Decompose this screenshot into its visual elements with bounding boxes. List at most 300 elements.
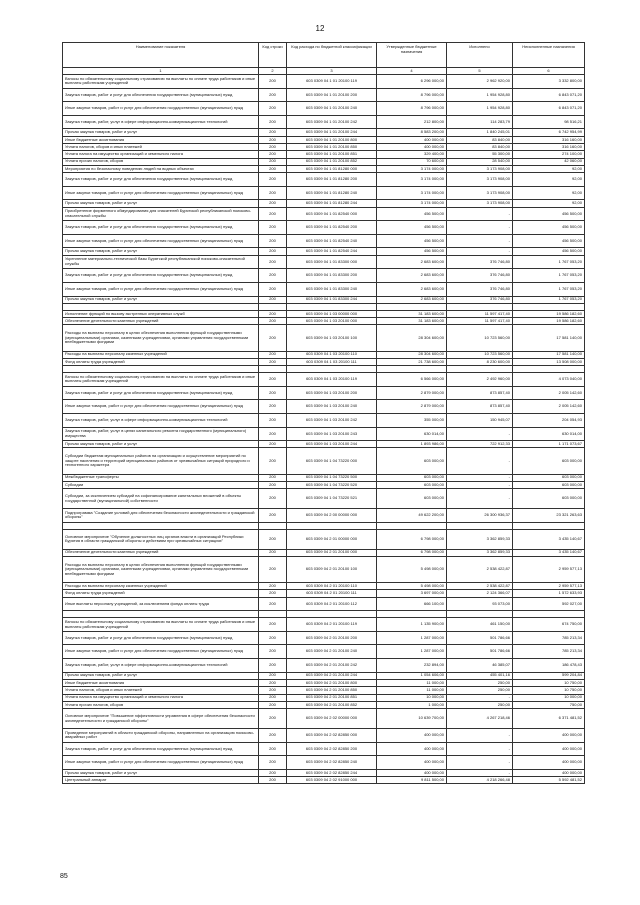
row-classification-cell: 603 0309 04 1 01 20100 850 (287, 143, 377, 150)
row-unexecuted-cell: 4 073 040,00 (513, 373, 585, 387)
row-unexecuted-cell: 6 843 071,20 (513, 102, 585, 116)
row-code-cell: 200 (259, 427, 287, 441)
spacer-cell (63, 303, 259, 310)
row-approved-cell: 1 135 900,00 (377, 618, 447, 632)
row-approved-cell: 666 100,00 (377, 597, 447, 611)
row-name-cell: Мероприятия по безопасному поведению людей на водных объектах (63, 165, 259, 172)
col-number: 3 (287, 68, 377, 75)
row-classification-cell: 603 0309 04 2 01 20100 000 (287, 549, 377, 556)
spacer-cell (447, 611, 513, 618)
row-executed-cell: 461 150,00 (447, 618, 513, 632)
table-row (63, 173, 585, 187)
table-row (63, 509, 585, 523)
row-executed-cell: 150 945,07 (447, 413, 513, 427)
row-approved-cell: 10 000,00 (377, 694, 447, 701)
row-classification-cell: 603 0309 04 1 01 20100 851 (287, 151, 377, 158)
row-executed-cell: 250,00 (447, 701, 513, 708)
spacer-cell (63, 522, 259, 529)
row-classification-cell: 603 0309 04 2 01 20100 100 (287, 556, 377, 582)
row-name-cell: Уплата налогов, сборов и иных платежей (63, 143, 259, 150)
row-unexecuted-cell: 456 500,00 (513, 234, 585, 248)
spacer-row (63, 303, 585, 310)
row-code-cell: 200 (259, 248, 287, 255)
row-unexecuted-cell: 19 586 182,60 (513, 310, 585, 317)
row-name-cell: Уплата налога на имущество организаций и земельного налога (63, 151, 259, 158)
row-code-cell: 200 (259, 590, 287, 597)
row-code-cell: 200 (259, 136, 287, 143)
row-executed-cell: 1 840 245,01 (447, 129, 513, 136)
row-classification-cell: 603 0309 04 1 04 73220 520 (287, 481, 377, 488)
table-row (63, 318, 585, 325)
row-code-cell: 200 (259, 318, 287, 325)
row-unexecuted-cell: 6 742 954,99 (513, 129, 585, 136)
row-unexecuted-cell: 204 054,93 (513, 413, 585, 427)
row-unexecuted-cell: 603 000,00 (513, 481, 585, 488)
spacer-cell (513, 522, 585, 529)
row-code-cell: 200 (259, 489, 287, 509)
row-name-cell: Расходы на выплаты персоналу казенных учреждений (63, 351, 259, 358)
row-unexecuted-cell: 456 500,00 (513, 207, 585, 221)
row-classification-cell: 603 0309 04 1 03 20100 200 (287, 386, 377, 400)
row-code-cell: 200 (259, 448, 287, 474)
row-unexecuted-cell: 456 500,00 (513, 248, 585, 255)
row-classification-cell: 603 0309 04 2 01 20100 244 (287, 672, 377, 679)
row-name-cell: Субсидии бюджетам муниципальных районов на организацию и осуществление мероприятий по защите населения и территорий муниципальных районов от чрезвычайных ситуаций природного и техногенного характера (63, 448, 259, 474)
column-number-row (63, 68, 585, 75)
row-executed-cell: 83 840,00 (447, 136, 513, 143)
row-approved-cell: 21 738 600,00 (377, 358, 447, 365)
row-unexecuted-cell: 17 581 140,00 (513, 325, 585, 351)
spacer-cell (513, 303, 585, 310)
table-row (63, 386, 585, 400)
row-classification-cell: 603 0309 04 1 01 83300 000 (287, 255, 377, 269)
row-executed-cell: 11 597 417,40 (447, 318, 513, 325)
row-unexecuted-cell: 42 060,00 (513, 158, 585, 165)
table-row (63, 143, 585, 150)
row-executed-cell: 2 538 422,87 (447, 556, 513, 582)
row-classification-cell: 603 0309 04 1 04 73220 521 (287, 489, 377, 509)
row-name-cell: Закупка товаров, работ и услуг для обеспечения государственных (муниципальных) нужд (63, 173, 259, 187)
row-approved-cell: 3 174 000,00 (377, 186, 447, 200)
spacer-cell (63, 366, 259, 373)
row-code-cell: 200 (259, 556, 287, 582)
row-classification-cell: 603 0309 04 1 01 81280 244 (287, 200, 377, 207)
row-code-cell: 200 (259, 296, 287, 303)
row-code-cell: 200 (259, 474, 287, 481)
row-classification-cell: 603 0309 04 2 01 20100 240 (287, 645, 377, 659)
row-unexecuted-cell: 1 767 053,20 (513, 296, 585, 303)
row-unexecuted-cell: 316 160,00 (513, 143, 585, 150)
row-code-cell: 200 (259, 143, 287, 150)
row-approved-cell: 3 174 000,00 (377, 165, 447, 172)
spacer-cell (513, 611, 585, 618)
row-name-cell: Прочая закупка товаров, работ и услуг (63, 200, 259, 207)
footer-number: 85 (60, 873, 68, 880)
row-name-cell: Уплата налогов, сборов и иных платежей (63, 687, 259, 694)
row-unexecuted-cell: 3 435 140,67 (513, 549, 585, 556)
row-approved-cell: 2 683 600,00 (377, 255, 447, 269)
row-executed-cell: - (447, 756, 513, 770)
row-name-cell: Иные закупки товаров, работ и услуг для обеспечения государственных (муниципальных) нужд (63, 102, 259, 116)
row-unexecuted-cell: 1 572 633,93 (513, 590, 585, 597)
row-executed-cell: 2 538 422,87 (447, 583, 513, 590)
table-body (63, 75, 585, 784)
row-executed-cell: 46 385,07 (447, 659, 513, 673)
table-row (63, 207, 585, 221)
row-code-cell: 200 (259, 529, 287, 549)
table-row (63, 441, 585, 448)
row-executed-cell: 55 300,00 (447, 151, 513, 158)
row-name-cell: Укрепление материально-технической базы Бурятской республиканской поисково-спасательной службы (63, 255, 259, 269)
row-unexecuted-cell: 599 204,84 (513, 672, 585, 679)
row-classification-cell: 603 0309 04 1 01 81280 240 (287, 186, 377, 200)
row-executed-cell: 26 300 936,37 (447, 509, 513, 523)
table-row (63, 618, 585, 632)
row-classification-cell: 603 0309 04 2 01 00000 000 (287, 529, 377, 549)
row-name-cell: Субсидии, за исключением субсидий на софинансирование капитальных вложений в объекты государственной (муниципальной) собственности (63, 489, 259, 509)
row-approved-cell: 603 000,00 (377, 474, 447, 481)
row-approved-cell: 603 000,00 (377, 481, 447, 488)
row-executed-cell: - (447, 234, 513, 248)
row-approved-cell: 400 000,00 (377, 756, 447, 770)
row-approved-cell: 400 000,00 (377, 729, 447, 743)
row-name-cell: Исполнение функций по вызову экстренных оперативных служб (63, 310, 259, 317)
row-code-cell: 200 (259, 351, 287, 358)
row-code-cell: 200 (259, 151, 287, 158)
row-approved-cell: 6 296 000,00 (377, 75, 447, 89)
table-row (63, 549, 585, 556)
col-header-executed: Исполнено (447, 43, 513, 68)
col-number: 5 (447, 68, 513, 75)
row-name-cell: Межбюджетные трансферты (63, 474, 259, 481)
row-executed-cell: - (447, 769, 513, 776)
table-row (63, 413, 585, 427)
row-approved-cell: 3 697 000,00 (377, 590, 447, 597)
row-unexecuted-cell: 6 371 481,52 (513, 709, 585, 729)
row-executed-cell: 28 540,00 (447, 158, 513, 165)
row-unexecuted-cell: 13 508 000,00 (513, 358, 585, 365)
row-unexecuted-cell: 92,00 (513, 173, 585, 187)
row-unexecuted-cell: 10 750,00 (513, 679, 585, 686)
row-name-cell: Прочая закупка товаров, работ и услуг (63, 769, 259, 776)
row-classification-cell: 603 0309 04 1 03 20100 243 (287, 427, 377, 441)
row-name-cell: Взносы по обязательному социальному страхованию на выплаты по оплате труда работников и иные выплаты работникам учреждений (63, 373, 259, 387)
row-classification-cell: 603 0309 04 2 01 20100 112 (287, 597, 377, 611)
row-executed-cell: 93 073,00 (447, 597, 513, 611)
spacer-cell (447, 303, 513, 310)
row-unexecuted-cell: 1 767 053,20 (513, 255, 585, 269)
row-classification-cell: 603 0309 04 1 01 20100 242 (287, 115, 377, 129)
row-unexecuted-cell: 1 171 073,67 (513, 441, 585, 448)
row-executed-cell: 11 597 417,40 (447, 310, 513, 317)
row-approved-cell: 603 000,00 (377, 448, 447, 474)
table-row (63, 102, 585, 116)
row-code-cell: 200 (259, 583, 287, 590)
row-approved-cell: 2 879 000,00 (377, 400, 447, 414)
row-code-cell: 200 (259, 386, 287, 400)
row-approved-cell: 70 600,00 (377, 158, 447, 165)
row-approved-cell: 3 174 000,00 (377, 173, 447, 187)
row-approved-cell: 456 500,00 (377, 248, 447, 255)
row-unexecuted-cell: 603 000,00 (513, 489, 585, 509)
row-classification-cell: 603 0309 04 1 01 20100 119 (287, 75, 377, 89)
row-approved-cell: 2 683 600,00 (377, 296, 447, 303)
row-unexecuted-cell: 17 581 140,00 (513, 351, 585, 358)
row-name-cell: Закупка товаров, работ и услуг для обеспечения государственных (муниципальных) нужд (63, 221, 259, 235)
row-classification-cell: 603 0309 04 2 01 20100 242 (287, 659, 377, 673)
table-row (63, 529, 585, 549)
row-name-cell: Подпрограмма "Создание условий для обеспечения безопасности жизнедеятельности и гражданской обороны" (63, 509, 259, 523)
row-unexecuted-cell: 400 000,00 (513, 769, 585, 776)
row-approved-cell: 8 796 000,00 (377, 102, 447, 116)
row-approved-cell: 1 054 606,00 (377, 672, 447, 679)
row-unexecuted-cell: 92,00 (513, 186, 585, 200)
row-approved-cell: 11 000,00 (377, 679, 447, 686)
row-executed-cell: 2 124 366,07 (447, 590, 513, 597)
row-unexecuted-cell: 316 160,00 (513, 136, 585, 143)
row-name-cell: Уплата прочих налогов, сборов (63, 701, 259, 708)
row-code-cell: 200 (259, 186, 287, 200)
table-row (63, 165, 585, 172)
row-executed-cell: 3 362 859,33 (447, 549, 513, 556)
row-code-cell: 200 (259, 729, 287, 743)
spacer-cell (377, 303, 447, 310)
row-unexecuted-cell: 6 843 071,20 (513, 88, 585, 102)
row-code-cell: 200 (259, 413, 287, 427)
col-number: 2 (259, 68, 287, 75)
row-approved-cell: 1 893 986,00 (377, 441, 447, 448)
row-classification-cell: 603 0309 04 2 01 20100 850 (287, 687, 377, 694)
row-classification-cell: 603 0309 04 1 03 20100 244 (287, 441, 377, 448)
row-classification-cell: 603 0309 04 2 01 20100 852 (287, 701, 377, 708)
row-name-cell: Расходы на выплаты персоналу в целях обеспечения выполнения функций государственными (муниципальными) органами, казенными учреждениями, органами управления государственными внебюджетными фондами (63, 325, 259, 351)
row-name-cell: Приобретение фирменного обмундирования для спасателей Бурятской республиканской поисково-спасательной службы (63, 207, 259, 221)
row-code-cell: 200 (259, 207, 287, 221)
row-executed-cell: 250,00 (447, 687, 513, 694)
row-approved-cell: 10 639 700,00 (377, 709, 447, 729)
row-approved-cell: 2 683 600,00 (377, 269, 447, 283)
table-row (63, 255, 585, 269)
row-name-cell: Закупка товаров, работ, услуг в сфере информационно-коммуникационных технологий (63, 659, 259, 673)
row-classification-cell: 603 0309 04 1 01 81280 200 (287, 173, 377, 187)
row-classification-cell: 603 0309 04 1 01 20100 244 (287, 129, 377, 136)
row-unexecuted-cell: 92,00 (513, 200, 585, 207)
row-executed-cell: - (447, 729, 513, 743)
row-code-cell: 200 (259, 742, 287, 756)
table-row (63, 373, 585, 387)
row-approved-cell: 2 879 000,00 (377, 386, 447, 400)
row-code-cell: 200 (259, 158, 287, 165)
col-header-classification: Код расхода по бюджетной классификации (287, 43, 377, 68)
row-executed-cell: 455 401,16 (447, 672, 513, 679)
spacer-cell (287, 611, 377, 618)
row-name-cell: Прочая закупка товаров, работ и услуг (63, 129, 259, 136)
row-executed-cell: 2 492 960,00 (447, 373, 513, 387)
col-header-unexecuted: Неисполненные назначения (513, 43, 585, 68)
row-executed-cell: 376 746,80 (447, 255, 513, 269)
row-name-cell: Расходы на выплаты персоналу казенных учреждений (63, 583, 259, 590)
row-unexecuted-cell: 400 000,00 (513, 756, 585, 770)
row-unexecuted-cell: 603 000,00 (513, 448, 585, 474)
row-approved-cell: 5 498 000,00 (377, 583, 447, 590)
table-row (63, 590, 585, 597)
row-approved-cell: 6 566 000,00 (377, 373, 447, 387)
row-name-cell: Иные закупки товаров, работ и услуг для обеспечения государственных (муниципальных) нужд (63, 756, 259, 770)
row-classification-cell: 603 0309 04 1 03 20100 119 (287, 373, 377, 387)
row-executed-cell: 2 962 920,00 (447, 75, 513, 89)
table-row (63, 709, 585, 729)
col-number: 1 (63, 68, 259, 75)
row-executed-cell: 8 230 600,00 (447, 358, 513, 365)
row-executed-cell: - (447, 448, 513, 474)
row-code-cell: 200 (259, 129, 287, 136)
row-unexecuted-cell: 785 213,34 (513, 645, 585, 659)
row-approved-cell: 9 811 500,00 (377, 777, 447, 784)
row-code-cell: 200 (259, 441, 287, 448)
spacer-row (63, 366, 585, 373)
spacer-cell (447, 366, 513, 373)
table-row (63, 597, 585, 611)
row-executed-cell: 873 857,40 (447, 400, 513, 414)
row-unexecuted-cell: 186 478,43 (513, 659, 585, 673)
table-row (63, 269, 585, 283)
table-row (63, 687, 585, 694)
row-executed-cell: 873 857,40 (447, 386, 513, 400)
table-row (63, 756, 585, 770)
row-code-cell: 200 (259, 373, 287, 387)
row-unexecuted-cell: 98 516,21 (513, 115, 585, 129)
row-name-cell: Расходы на выплаты персоналу в целях обеспечения выполнения функций государственными (муниципальными) органами, казенными учреждениями, органами управления государственными внебюджетными фондами (63, 556, 259, 582)
row-executed-cell: - (447, 474, 513, 481)
row-name-cell: Закупка товаров, работ, услуг в сфере информационно-коммуникационных технологий (63, 115, 259, 129)
row-approved-cell: 232 894,00 (377, 659, 447, 673)
table-row (63, 310, 585, 317)
row-name-cell: Взносы по обязательному социальному страхованию на выплаты по оплате труда работников и иные выплаты работникам учреждений (63, 618, 259, 632)
row-executed-cell: 4 218 266,48 (447, 777, 513, 784)
row-approved-cell: 1 287 000,00 (377, 645, 447, 659)
row-code-cell: 200 (259, 679, 287, 686)
row-approved-cell: 8 796 000,00 (377, 88, 447, 102)
row-approved-cell: 630 014,00 (377, 427, 447, 441)
row-executed-cell: 376 746,80 (447, 269, 513, 283)
table-row (63, 769, 585, 776)
row-name-cell: Иные закупки товаров, работ и услуг для обеспечения государственных (муниципальных) нужд (63, 400, 259, 414)
row-code-cell: 200 (259, 509, 287, 523)
row-classification-cell: 603 0309 04 1 03 20100 242 (287, 413, 377, 427)
row-approved-cell: 6 798 000,00 (377, 529, 447, 549)
row-code-cell: 200 (259, 282, 287, 296)
row-approved-cell: 2 683 600,00 (377, 282, 447, 296)
row-classification-cell: 603 0309 04 1 01 82540 200 (287, 221, 377, 235)
table-row (63, 694, 585, 701)
table-row (63, 358, 585, 365)
row-classification-cell: 603 0309 04 1 04 73220 000 (287, 448, 377, 474)
row-approved-cell: 400 000,00 (377, 769, 447, 776)
spacer-cell (287, 303, 377, 310)
row-classification-cell: 603 0309 04 1 03 20100 100 (287, 325, 377, 351)
row-code-cell: 200 (259, 701, 287, 708)
row-executed-cell: - (447, 481, 513, 488)
row-name-cell: Иные бюджетные ассигнования (63, 136, 259, 143)
row-code-cell: 200 (259, 549, 287, 556)
row-unexecuted-cell: 10 750,00 (513, 687, 585, 694)
row-code-cell: 200 (259, 200, 287, 207)
row-name-cell: Проведение мероприятий в области гражданской обороны, направленных на организацию поисково-аварийных работ (63, 729, 259, 743)
row-executed-cell: - (447, 248, 513, 255)
row-approved-cell: 49 622 200,00 (377, 509, 447, 523)
row-approved-cell: 456 500,00 (377, 234, 447, 248)
row-executed-cell: - (447, 694, 513, 701)
row-code-cell: 200 (259, 165, 287, 172)
row-name-cell: Прочая закупка товаров, работ и услуг (63, 248, 259, 255)
header-row (63, 43, 585, 68)
row-executed-cell: - (447, 221, 513, 235)
row-executed-cell: 376 746,80 (447, 296, 513, 303)
row-executed-cell: 3 173 908,00 (447, 200, 513, 207)
row-approved-cell: 400 000,00 (377, 742, 447, 756)
row-approved-cell: 329 400,00 (377, 151, 447, 158)
table-row (63, 158, 585, 165)
table-row (63, 400, 585, 414)
row-code-cell: 200 (259, 310, 287, 317)
table-row (63, 474, 585, 481)
row-executed-cell: - (447, 207, 513, 221)
row-unexecuted-cell: 10 000,00 (513, 694, 585, 701)
row-executed-cell: 501 786,66 (447, 631, 513, 645)
row-unexecuted-cell: 400 000,00 (513, 742, 585, 756)
col-number: 6 (513, 68, 585, 75)
row-unexecuted-cell: 23 321 263,63 (513, 509, 585, 523)
table-row (63, 481, 585, 488)
row-classification-cell: 603 0309 04 1 01 20100 240 (287, 102, 377, 116)
row-approved-cell: 11 000,00 (377, 687, 447, 694)
row-name-cell: Закупка товаров, работ и услуг для обеспечения государственных (муниципальных) нужд (63, 631, 259, 645)
row-approved-cell: 8 583 200,00 (377, 129, 447, 136)
spacer-cell (377, 611, 447, 618)
table-row (63, 645, 585, 659)
row-code-cell: 200 (259, 115, 287, 129)
table-row (63, 129, 585, 136)
row-unexecuted-cell: 5 592 481,52 (513, 777, 585, 784)
row-approved-cell: 31 183 600,00 (377, 318, 447, 325)
page-number: 12 (315, 24, 325, 33)
spacer-cell (287, 522, 377, 529)
spacer-cell (63, 611, 259, 618)
row-executed-cell: 10 723 560,00 (447, 351, 513, 358)
table-row (63, 234, 585, 248)
row-unexecuted-cell: 1 767 053,20 (513, 269, 585, 283)
row-name-cell: Прочая закупка товаров, работ и услуг (63, 672, 259, 679)
row-unexecuted-cell: 630 014,00 (513, 427, 585, 441)
row-executed-cell: 3 173 908,00 (447, 186, 513, 200)
row-unexecuted-cell: 456 500,00 (513, 221, 585, 235)
row-code-cell: 200 (259, 269, 287, 283)
spacer-cell (259, 611, 287, 618)
row-classification-cell: 603 0309 04 1 01 20100 800 (287, 136, 377, 143)
row-approved-cell: 3 174 000,00 (377, 200, 447, 207)
row-classification-cell: 603 0309 04 1 01 81280 000 (287, 165, 377, 172)
row-approved-cell: 456 500,00 (377, 221, 447, 235)
row-code-cell: 200 (259, 687, 287, 694)
row-approved-cell: 400 000,00 (377, 143, 447, 150)
col-header-name: Наименование показателя (63, 43, 259, 68)
row-name-cell: Взносы по обязательному социальному страхованию на выплаты по оплате труда работников и иные выплаты работникам учреждений (63, 75, 259, 89)
row-classification-cell: 603 0309 04 1 01 82540 240 (287, 234, 377, 248)
row-classification-cell: 603 0309 04 1 01 20100 852 (287, 158, 377, 165)
col-number: 4 (377, 68, 447, 75)
row-name-cell: Прочая закупка товаров, работ и услуг (63, 441, 259, 448)
row-unexecuted-cell: 92,00 (513, 165, 585, 172)
